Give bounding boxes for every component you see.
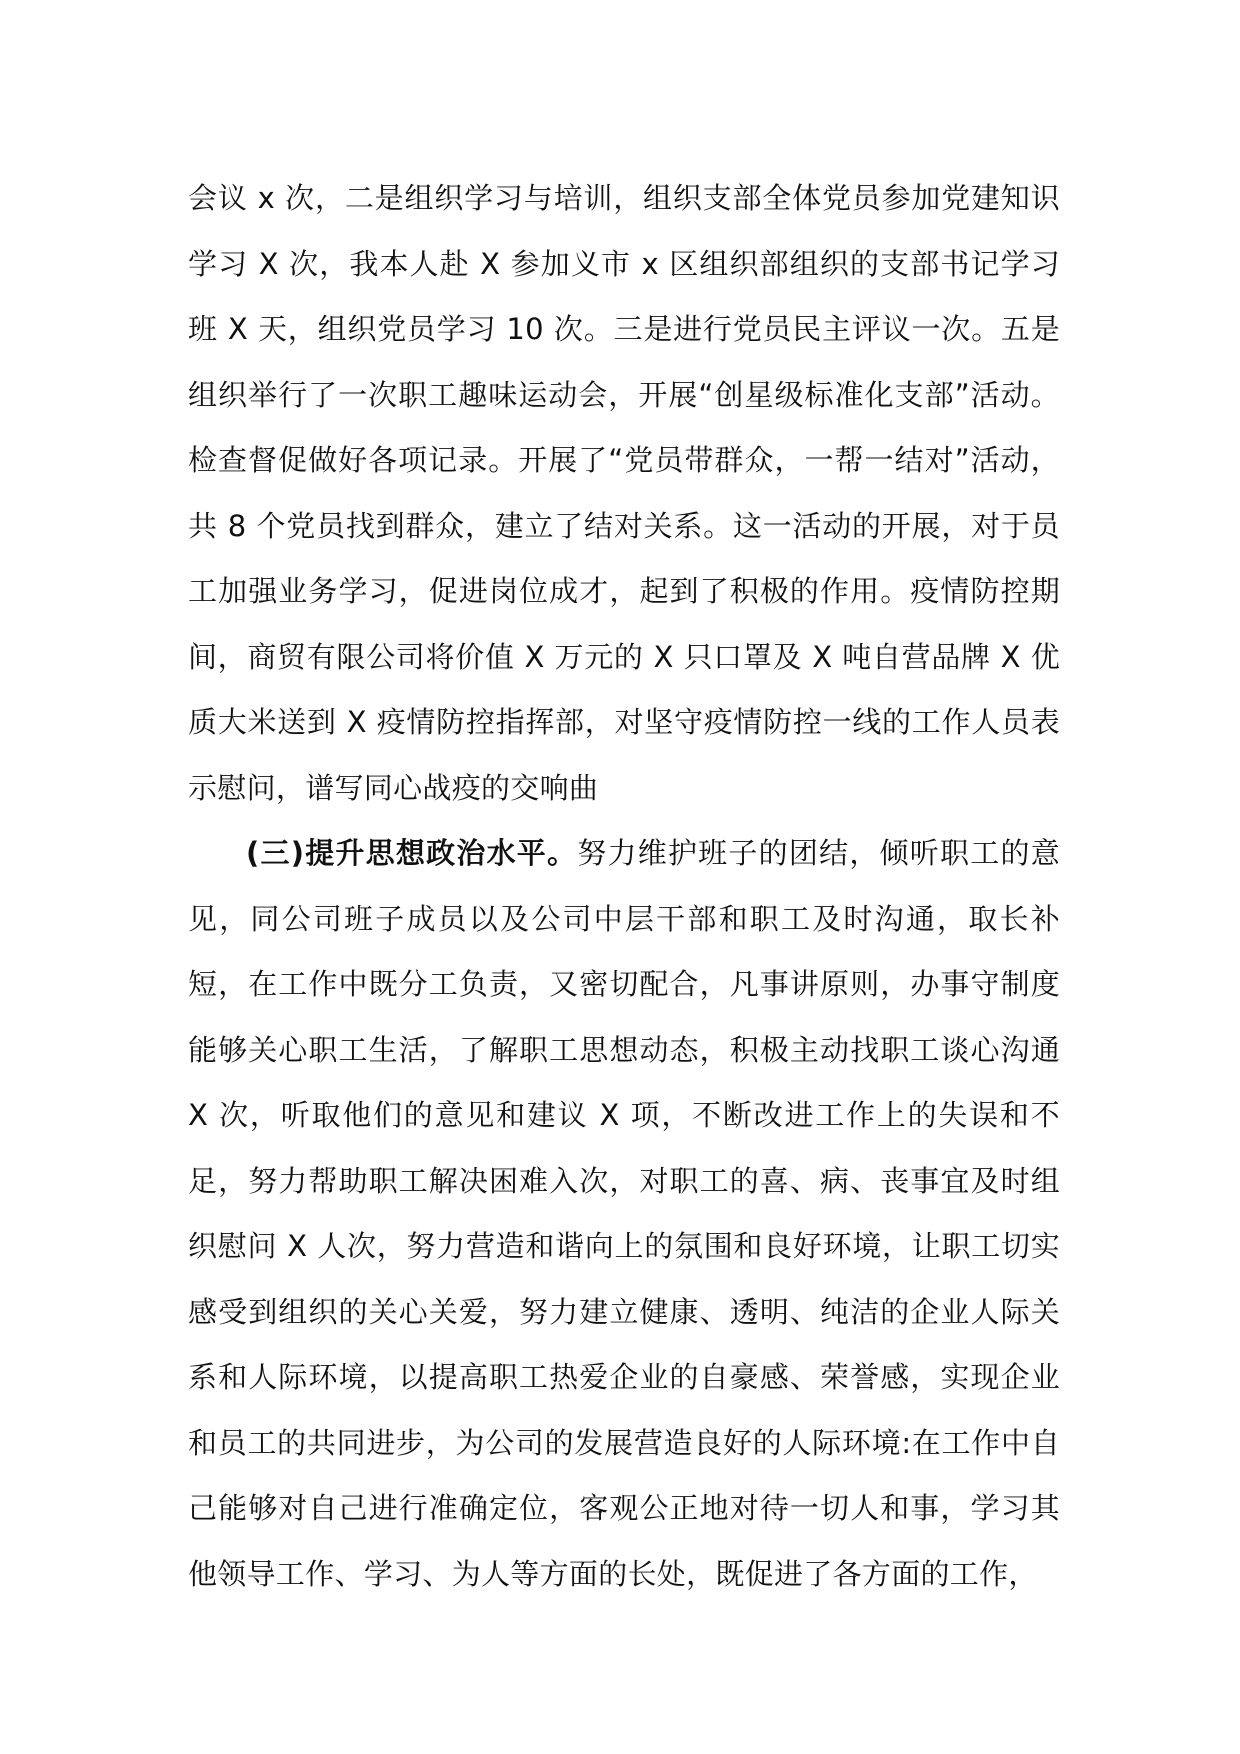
section-heading: (三)提升思想政治水平。: [246, 836, 578, 870]
paragraph-2-body: 努力维护班子的团结，倾听职工的意见，同公司班子成员以及公司中层干部和职工及时沟通，取长补短，在工作中既分工负责，又密切配合，凡事讲原则，办事守制度能够关心职工生活，了解职工思想动态，积极主动找职工谈心沟通 X 次，听取他们的意见和建议 X 项，不断改进工作上的失误和不足，努力帮助职工解决困难入次，对职工的喜、病、丧事宜及时组织慰问 X 人次，努力营造和谐向上的氛围和良好环境，让职工切实感受到组织的关心关爱，努力建立健康、透明、纯洁的企业人际关系和人际环境，以提高职工热爱企业的自豪感、荣誉感，实现企业和员工的共同进步，为公司的发展营造良好的人际环境:在工作中自己能够对自己进行准确定位，客观公正地对待一切人和事，学习其他领导工作、学习、为人等方面的长处，既促进了各方面的工作，: [188, 836, 1060, 1591]
paragraph-1: 会议 x 次，二是组织学习与培训，组织支部全体党员参加党建知识学习 X 次，我本人赴 X 参加义市 x 区组织部组织的支部书记学习班 X 天，组织党员学习 10 次。三是进行党员民主评议一次。五是组织举行了一次职工趣味运动会，开展“创星级标准化支部”活动。检查督促做好各项记录。开展了“党员带群众，一帮一结对”活动，共 8 个党员找到群众，建立了结对关系。这一活动的开展，对于员工加强业务学习，促进岗位成才，起到了积极的作用。疫情防控期间，商贸有限公司将价值 X 万元的 X 只口罩及 X 吨自营品牌 X 优质大米送到 X 疫情防控指挥部，对坚守疫情防控一线的工作人员表示慰问，谱写同心战疫的交响曲: [188, 181, 1060, 805]
document-body: [188, 166, 1060, 1607]
paragraph-2: [188, 821, 1060, 1607]
